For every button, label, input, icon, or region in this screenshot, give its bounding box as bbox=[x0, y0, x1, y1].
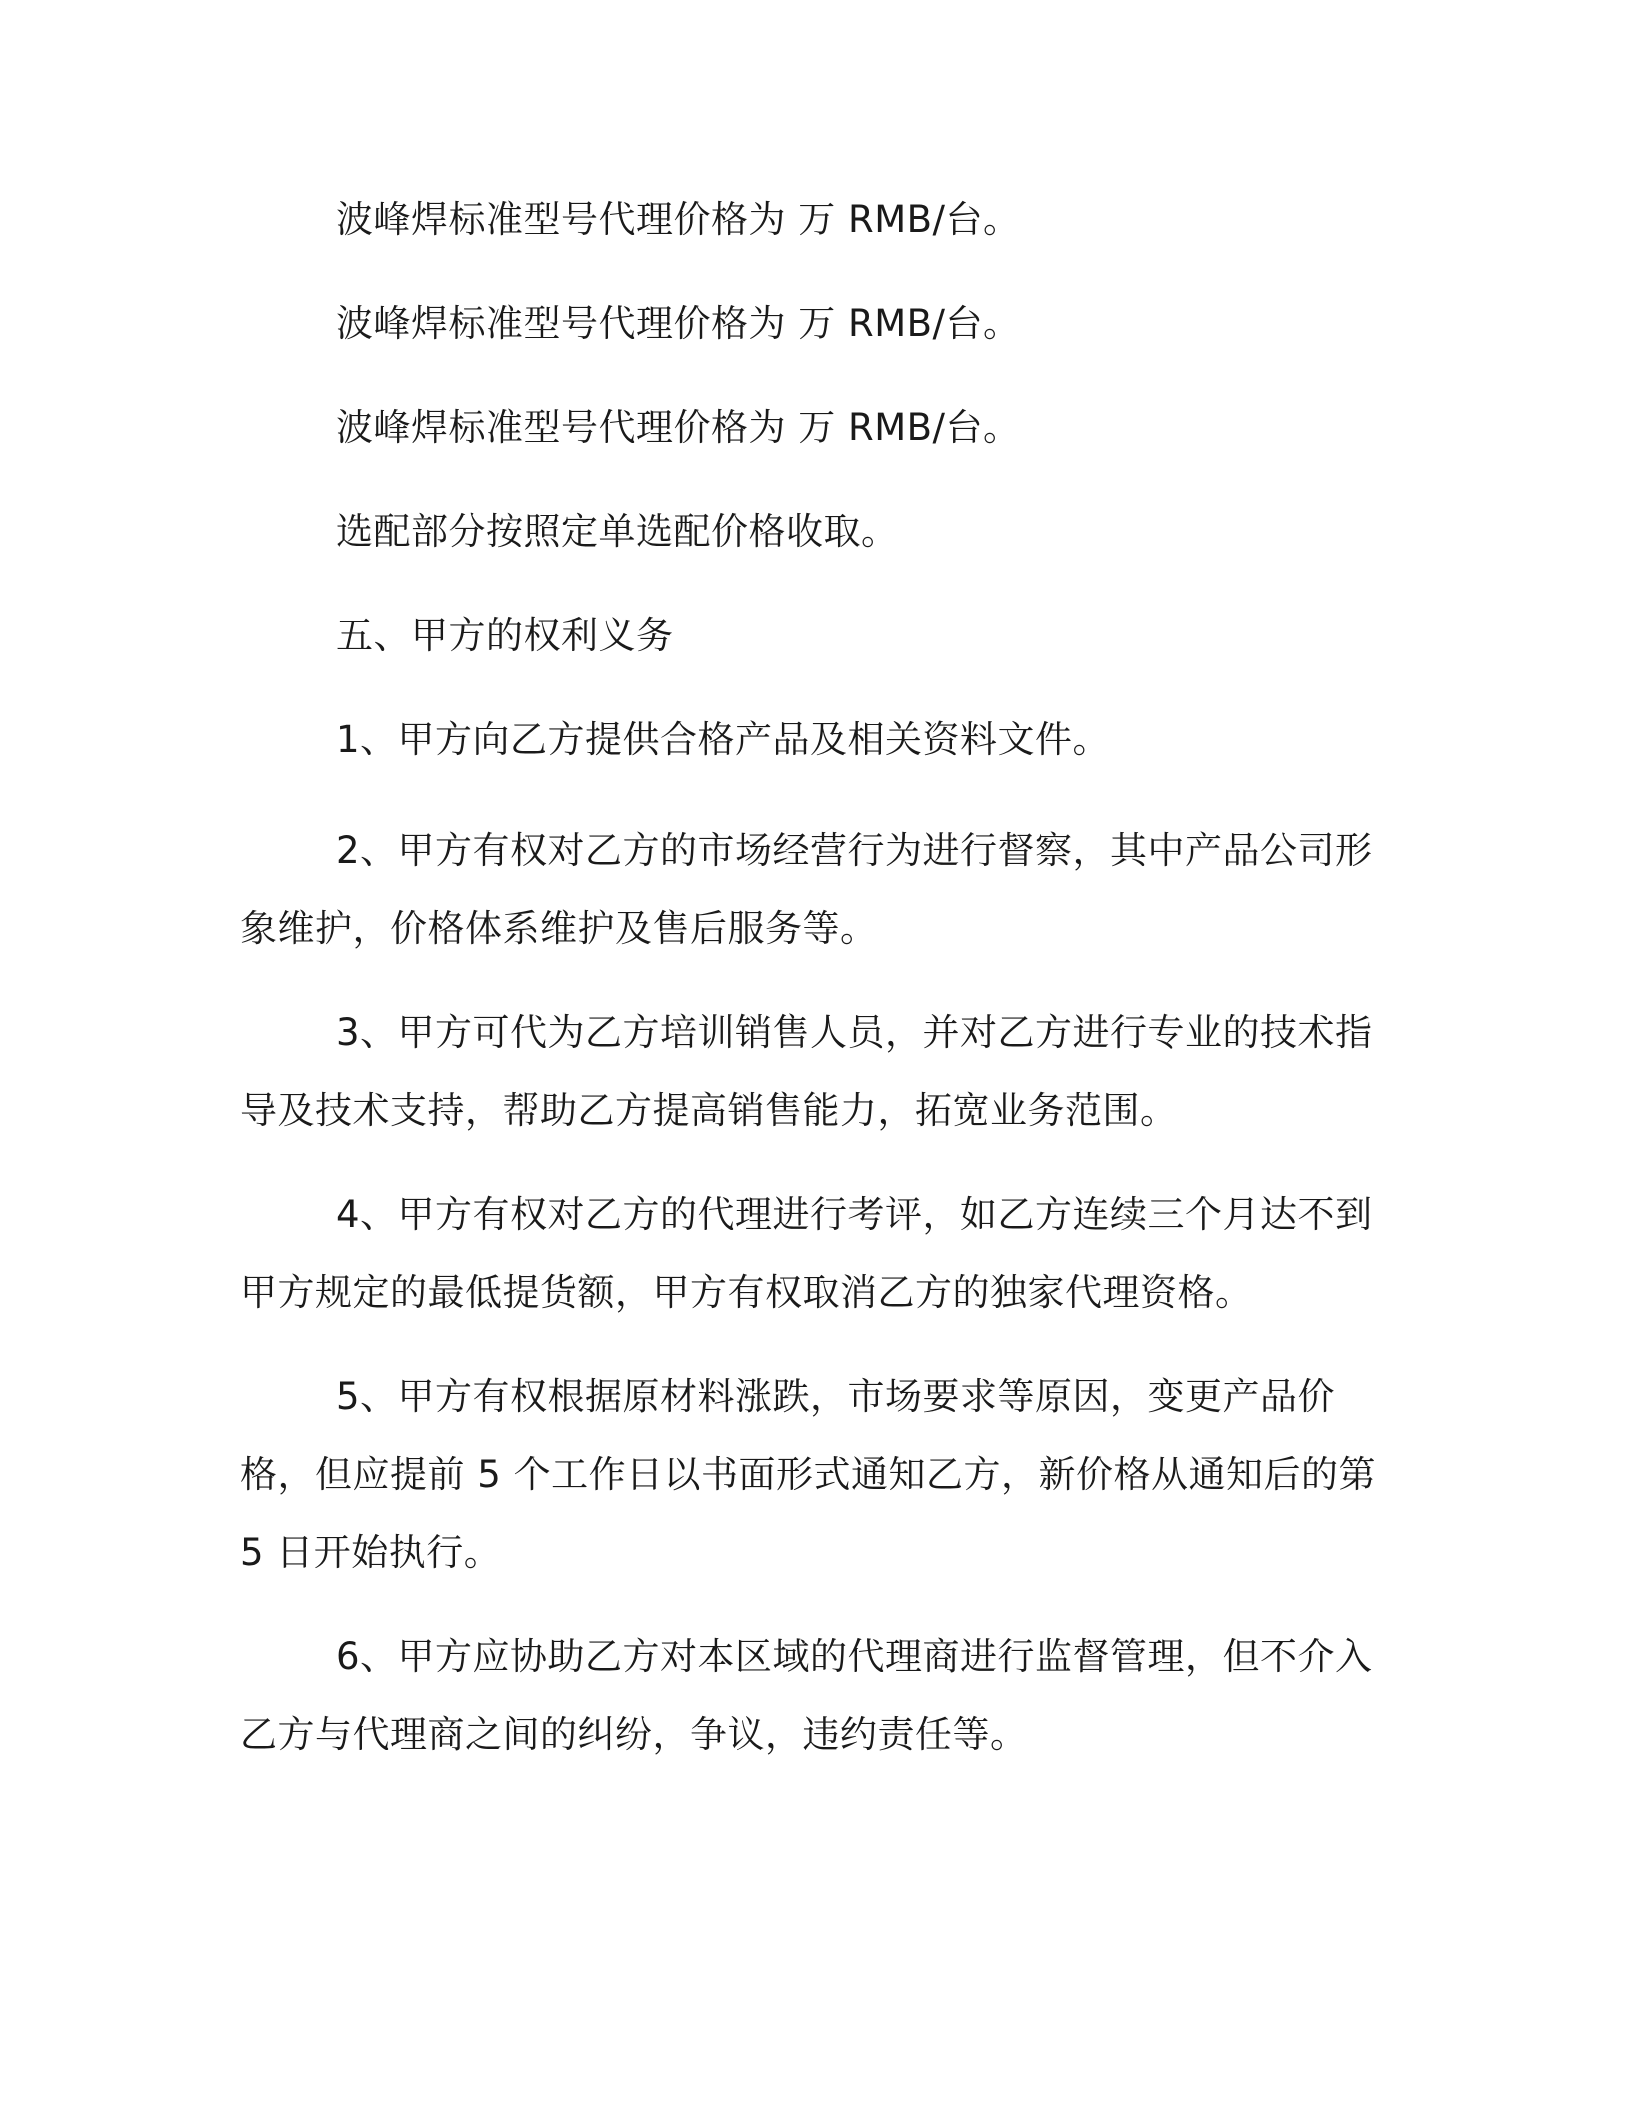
options-pricing-line: 选配部分按照定单选配价格收取。 bbox=[336, 510, 899, 553]
price-line-1: 波峰焊标准型号代理价格为 万 RMB/台。 bbox=[336, 198, 1021, 241]
price-line-2: 波峰焊标准型号代理价格为 万 RMB/台。 bbox=[336, 302, 1021, 345]
clause-3: 3、甲方可代为乙方培训销售人员，并对乙方进行专业的技术指导及技术支持，帮助乙方提高销售能力，拓宽业务范围。 bbox=[240, 1011, 1373, 1132]
price-line-3: 波峰焊标准型号代理价格为 万 RMB/台。 bbox=[336, 406, 1021, 449]
clause-2: 2、甲方有权对乙方的市场经营行为进行督察，其中产品公司形象维护，价格体系维护及售后服务等。 bbox=[240, 829, 1373, 950]
clause-6: 6、甲方应协助乙方对本区域的代理商进行监督管理，但不介入乙方与代理商之间的纠纷，争议，违约责任等。 bbox=[240, 1635, 1373, 1756]
document-body bbox=[240, 188, 1392, 1800]
clause-4: 4、甲方有权对乙方的代理进行考评，如乙方连续三个月达不到甲方规定的最低提货额，甲方有权取消乙方的独家代理资格。 bbox=[240, 1193, 1373, 1314]
clause-5: 5、甲方有权根据原材料涨跌，市场要求等原因，变更产品价格，但应提前 5 个工作日以书面形式通知乙方，新价格从通知后的第 5 日开始执行。 bbox=[240, 1375, 1377, 1574]
section-heading: 五、甲方的权利义务 bbox=[336, 614, 674, 657]
clause-1: 1、甲方向乙方提供合格产品及相关资料文件。 bbox=[336, 718, 1111, 761]
